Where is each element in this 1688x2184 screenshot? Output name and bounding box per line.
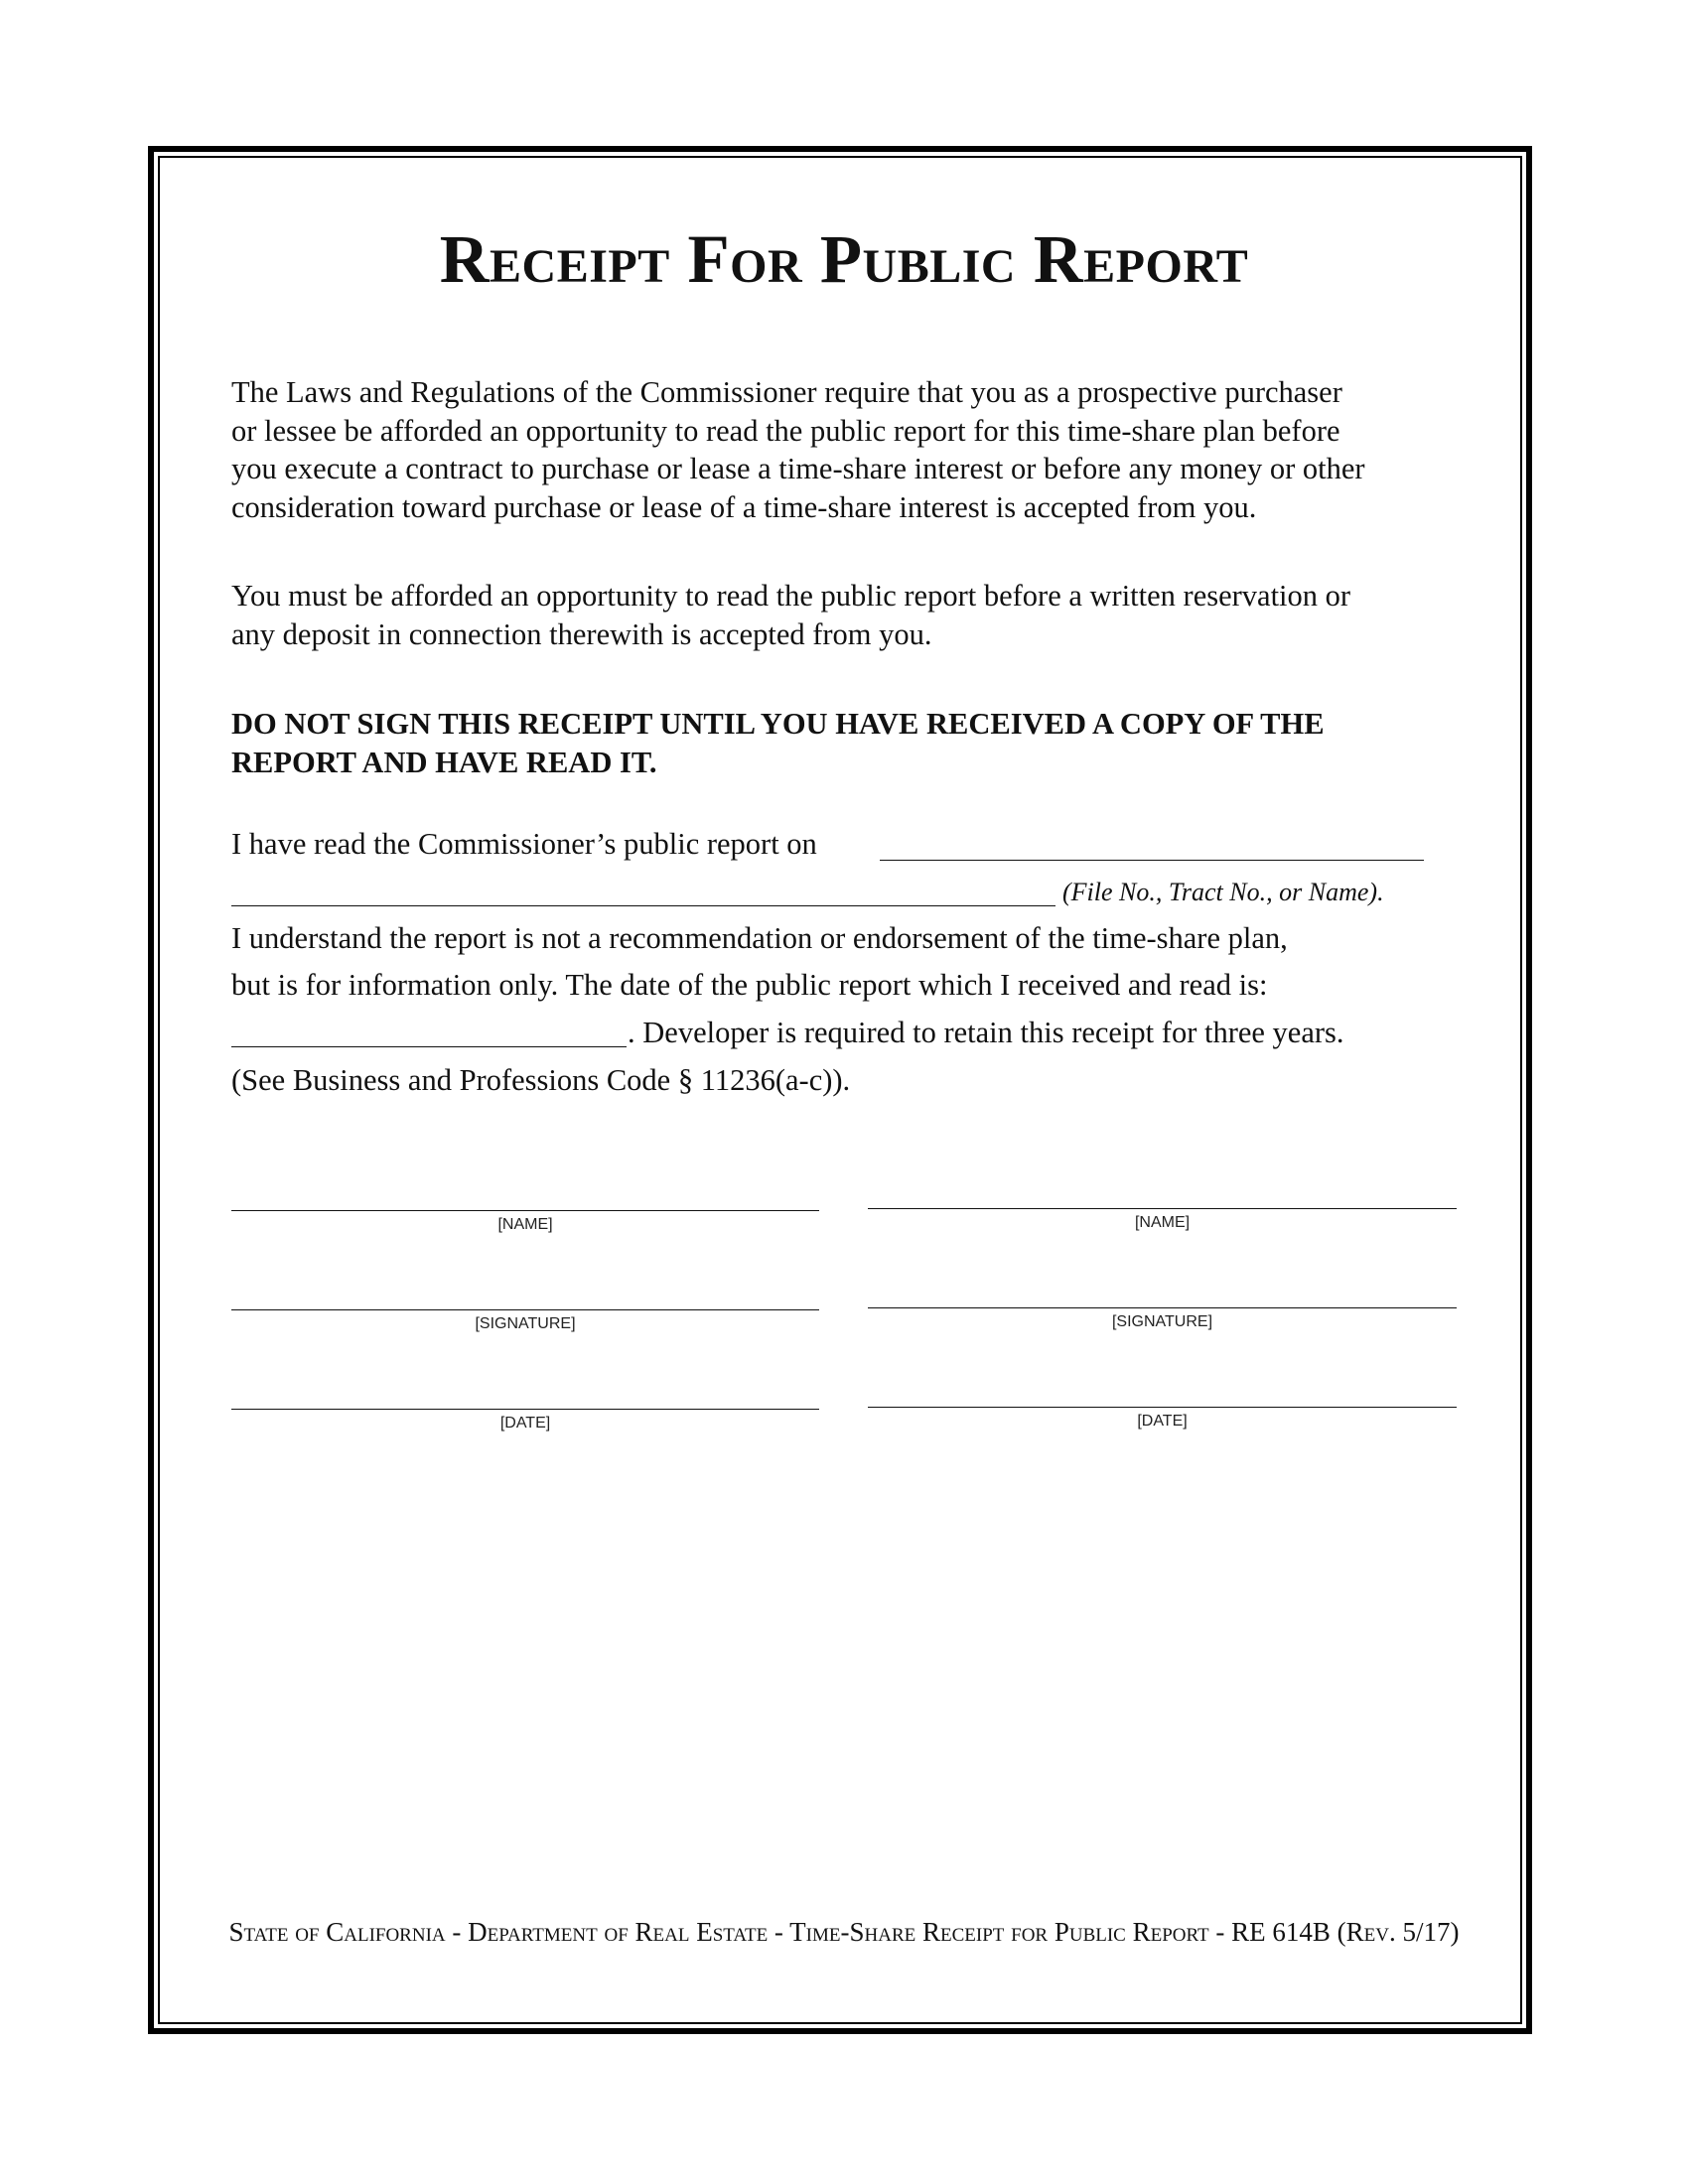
warning-line: REPORT AND HAVE READ IT. xyxy=(231,745,657,779)
file-number-input[interactable] xyxy=(231,905,1055,906)
warning-notice xyxy=(231,705,1463,781)
ack-line-6: (See Business and Professions Code § 11236(a-c)). xyxy=(231,1063,851,1097)
date-label-right: [DATE] xyxy=(1137,1413,1188,1430)
paragraph-line: you execute a contract to purchase or lease a time-share interest or before any money or other xyxy=(231,452,1365,485)
paragraph-line: You must be afforded an opportunity to read the public report before a written reservation or xyxy=(231,579,1351,613)
name-label-left: [NAME] xyxy=(497,1216,553,1233)
signature-field-left[interactable] xyxy=(231,1309,819,1310)
date-field-right[interactable] xyxy=(868,1407,1457,1408)
ack-line-5: . Developer is required to retain this receipt for three years. xyxy=(628,1016,1344,1049)
form-footer: State of California - Department of Real Estate - Time-Share Receipt for Public Report - RE 614B (Rev. 5/17) xyxy=(228,1917,1460,1947)
ack-line-4: but is for information only. The date of the public report which I received and read is: xyxy=(231,968,1268,1002)
name-label-right: [NAME] xyxy=(1134,1214,1191,1231)
signature-label-right: [SIGNATURE] xyxy=(1111,1313,1213,1330)
file-note-text: (File No., Tract No., or Name) xyxy=(1062,878,1378,906)
ack-line-3: I understand the report is not a recommendation or endorsement of the time-share plan, xyxy=(231,921,1288,955)
name-field-right[interactable] xyxy=(868,1208,1457,1209)
ack-line-1: I have read the Commissioner’s public report on xyxy=(231,827,817,861)
paragraph-reservation xyxy=(231,577,1463,653)
paragraph-line: or lessee be afforded an opportunity to read the public report for this time-share plan before xyxy=(231,413,1340,448)
signature-label-left: [SIGNATURE] xyxy=(475,1315,576,1332)
name-field-left[interactable] xyxy=(231,1210,819,1211)
signature-field-right[interactable] xyxy=(868,1307,1457,1308)
paragraph-line: The Laws and Regulations of the Commissioner require that you as a prospective purchaser xyxy=(231,375,1342,409)
paragraph-requirements xyxy=(231,373,1463,526)
paragraph-line: consideration toward purchase or lease of a time-share interest is accepted from you. xyxy=(231,489,1257,524)
paragraph-line: any deposit in connection therewith is accepted from you. xyxy=(231,616,932,651)
report-name-input[interactable] xyxy=(880,860,1424,861)
report-date-input[interactable] xyxy=(231,1046,627,1047)
document-title: Receipt For Public Report xyxy=(439,221,1249,297)
file-note: (File No., Tract No., or Name). xyxy=(1062,878,1384,906)
warning-line: DO NOT SIGN THIS RECEIPT UNTIL YOU HAVE RECEIVED A COPY OF THE xyxy=(231,707,1325,741)
date-field-left[interactable] xyxy=(231,1409,819,1410)
date-label-left: [DATE] xyxy=(499,1415,551,1432)
